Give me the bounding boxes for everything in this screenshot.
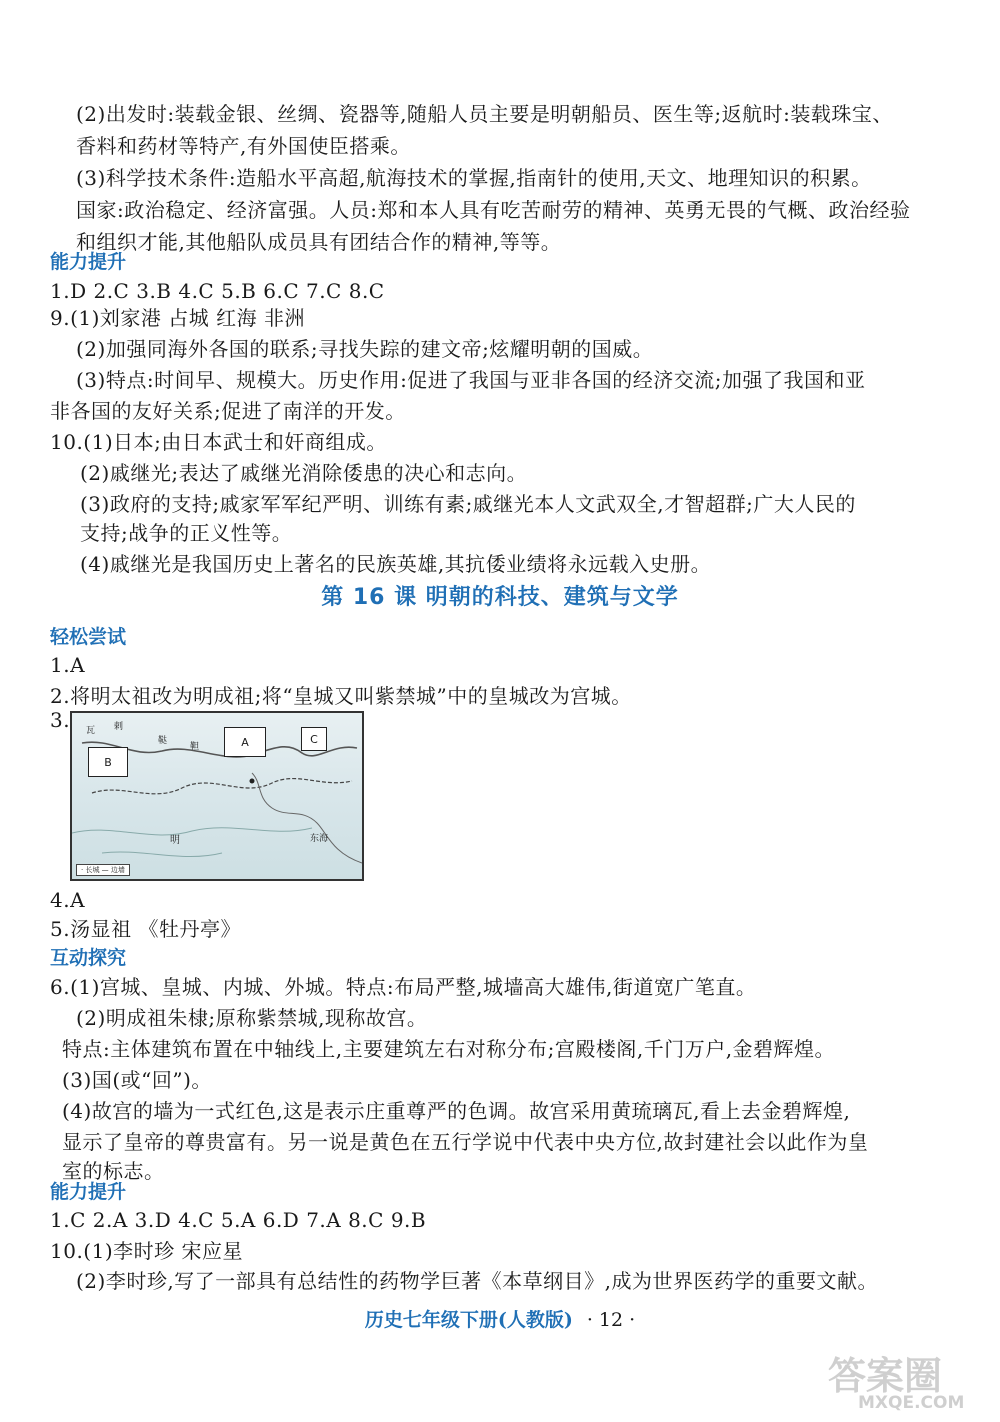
text-line: (2)加强同海外各国的联系;寻找失踪的建文帝;炫耀明朝的国威。 xyxy=(76,337,654,361)
text-line: (2)出发时:装载金银、丝绸、瓷器等,随船人员主要是明朝船员、医生等;返航时:装载珠宝、 xyxy=(76,102,893,126)
text-line: 10.(1)李时珍 宋应星 xyxy=(50,1239,243,1263)
ming-map-figure xyxy=(70,711,364,881)
capital-marker xyxy=(250,779,255,784)
section-heading: 能力提升 xyxy=(50,251,127,273)
map-label: 东海 xyxy=(310,834,329,844)
answer-line: 1.C 2.A 3.D 4.C 5.A 6.D 7.A 8.C 9.B xyxy=(50,1208,427,1232)
text-line: (4)故宫的墙为一式红色,这是表示庄重尊严的色调。故宫采用黄琉璃瓦,看上去金碧辉煌, xyxy=(62,1099,851,1123)
section-heading: 轻松尝试 xyxy=(50,626,127,648)
text-line: 国家:政治稳定、经济富强。人员:郑和本人具有吃苦耐劳的精神、英勇无畏的气概、政治经验 xyxy=(76,198,911,222)
map-label: 靼 xyxy=(190,742,200,752)
page-number: · 12 · xyxy=(586,1309,636,1331)
text-line: 支持;战争的正义性等。 xyxy=(80,521,293,545)
river-line xyxy=(102,852,222,857)
section-heading: 互动探究 xyxy=(50,947,127,969)
text-line: 5.汤显祖 《牡丹亭》 xyxy=(50,917,241,941)
text-line: 室的标志。 xyxy=(62,1159,165,1183)
answer-line: 1.D 2.C 3.B 4.C 5.B 6.C 7.C 8.C xyxy=(50,279,385,303)
text-line: (2)戚继光;表达了戚继光消除倭患的决心和志向。 xyxy=(80,461,528,485)
text-line: 2.将明太祖改为明成祖;将“皇城又叫紫禁城”中的皇城改为宫城。 xyxy=(50,684,632,708)
text-line: (3)国(或“回”)。 xyxy=(62,1068,212,1092)
text-line: (3)政府的支持;戚家军军纪严明、训练有素;戚继光本人文武双全,才智超群;广大人民的 xyxy=(80,492,856,516)
map-box-c: C xyxy=(301,727,327,751)
text-line: 6.(1)宫城、皇城、内城、外城。特点:布局严整,城墙高大雄伟,街道宽广笔直。 xyxy=(50,975,757,999)
text-line: (4)戚继光是我国历史上著名的民族英雄,其抗倭业绩将永远载入史册。 xyxy=(80,552,712,576)
book-title: 历史七年级下册(人教版) xyxy=(364,1309,573,1331)
text-line: 特点:主体建筑布置在中轴线上,主要建筑左右对称分布;宫殿楼阁,千门万户,金碧辉煌。 xyxy=(62,1037,836,1061)
map-box-a: A xyxy=(224,727,266,757)
text-line: (3)科学技术条件:造船水平高超,航海技术的掌握,指南针的使用,天文、地理知识的积累。 xyxy=(76,166,872,190)
answer-line: 4.A xyxy=(50,888,86,912)
text-line: (3)特点:时间早、规模大。历史作用:促进了我国与亚非各国的经济交流;加强了我国和亚 xyxy=(76,368,866,392)
border-line xyxy=(92,779,352,794)
map-label: 剌 xyxy=(114,722,124,732)
watermark-logo-text: 答案圈 xyxy=(828,1354,943,1398)
text-line: 10.(1)日本;由日本武士和奸商组成。 xyxy=(50,430,387,454)
text-line: (2)李时珍,写了一部具有总结性的药物学巨著《本草纲目》,成为世界医药学的重要文献。 xyxy=(76,1269,879,1293)
text-line: 和组织才能,其他船队成员具有团结合作的精神,等等。 xyxy=(76,230,562,254)
text-line: 9.(1)刘家港 占城 红海 非洲 xyxy=(50,306,305,330)
map-label: 鞑 xyxy=(158,736,168,746)
river-line xyxy=(72,828,312,835)
coast-line xyxy=(252,773,362,863)
map-label: 明 xyxy=(170,835,180,846)
answer-line: 1.A xyxy=(50,653,86,677)
watermark-url: MXQE.COM xyxy=(858,1393,965,1413)
text-line: 香料和药材等特产,有外国使臣搭乘。 xyxy=(76,134,411,158)
text-line: (2)明成祖朱棣;原称紫禁城,现称故宫。 xyxy=(76,1006,428,1030)
page-footer xyxy=(0,1305,1000,1332)
map-box-b: B xyxy=(88,747,128,777)
site-watermark xyxy=(820,1345,995,1417)
text-line: 非各国的友好关系;促进了南洋的开发。 xyxy=(50,399,406,423)
map-legend: · 长城 — 边墙 xyxy=(76,864,130,876)
map-label: 瓦 xyxy=(86,726,96,736)
text-line: 显示了皇帝的尊贵富有。另一说是黄色在五行学说中代表中央方位,故封建社会以此作为皇 xyxy=(62,1130,869,1154)
question-number: 3. xyxy=(50,708,71,732)
lesson-title: 第 16 课 明朝的科技、建筑与文学 xyxy=(321,585,679,610)
section-heading: 能力提升 xyxy=(50,1181,127,1203)
